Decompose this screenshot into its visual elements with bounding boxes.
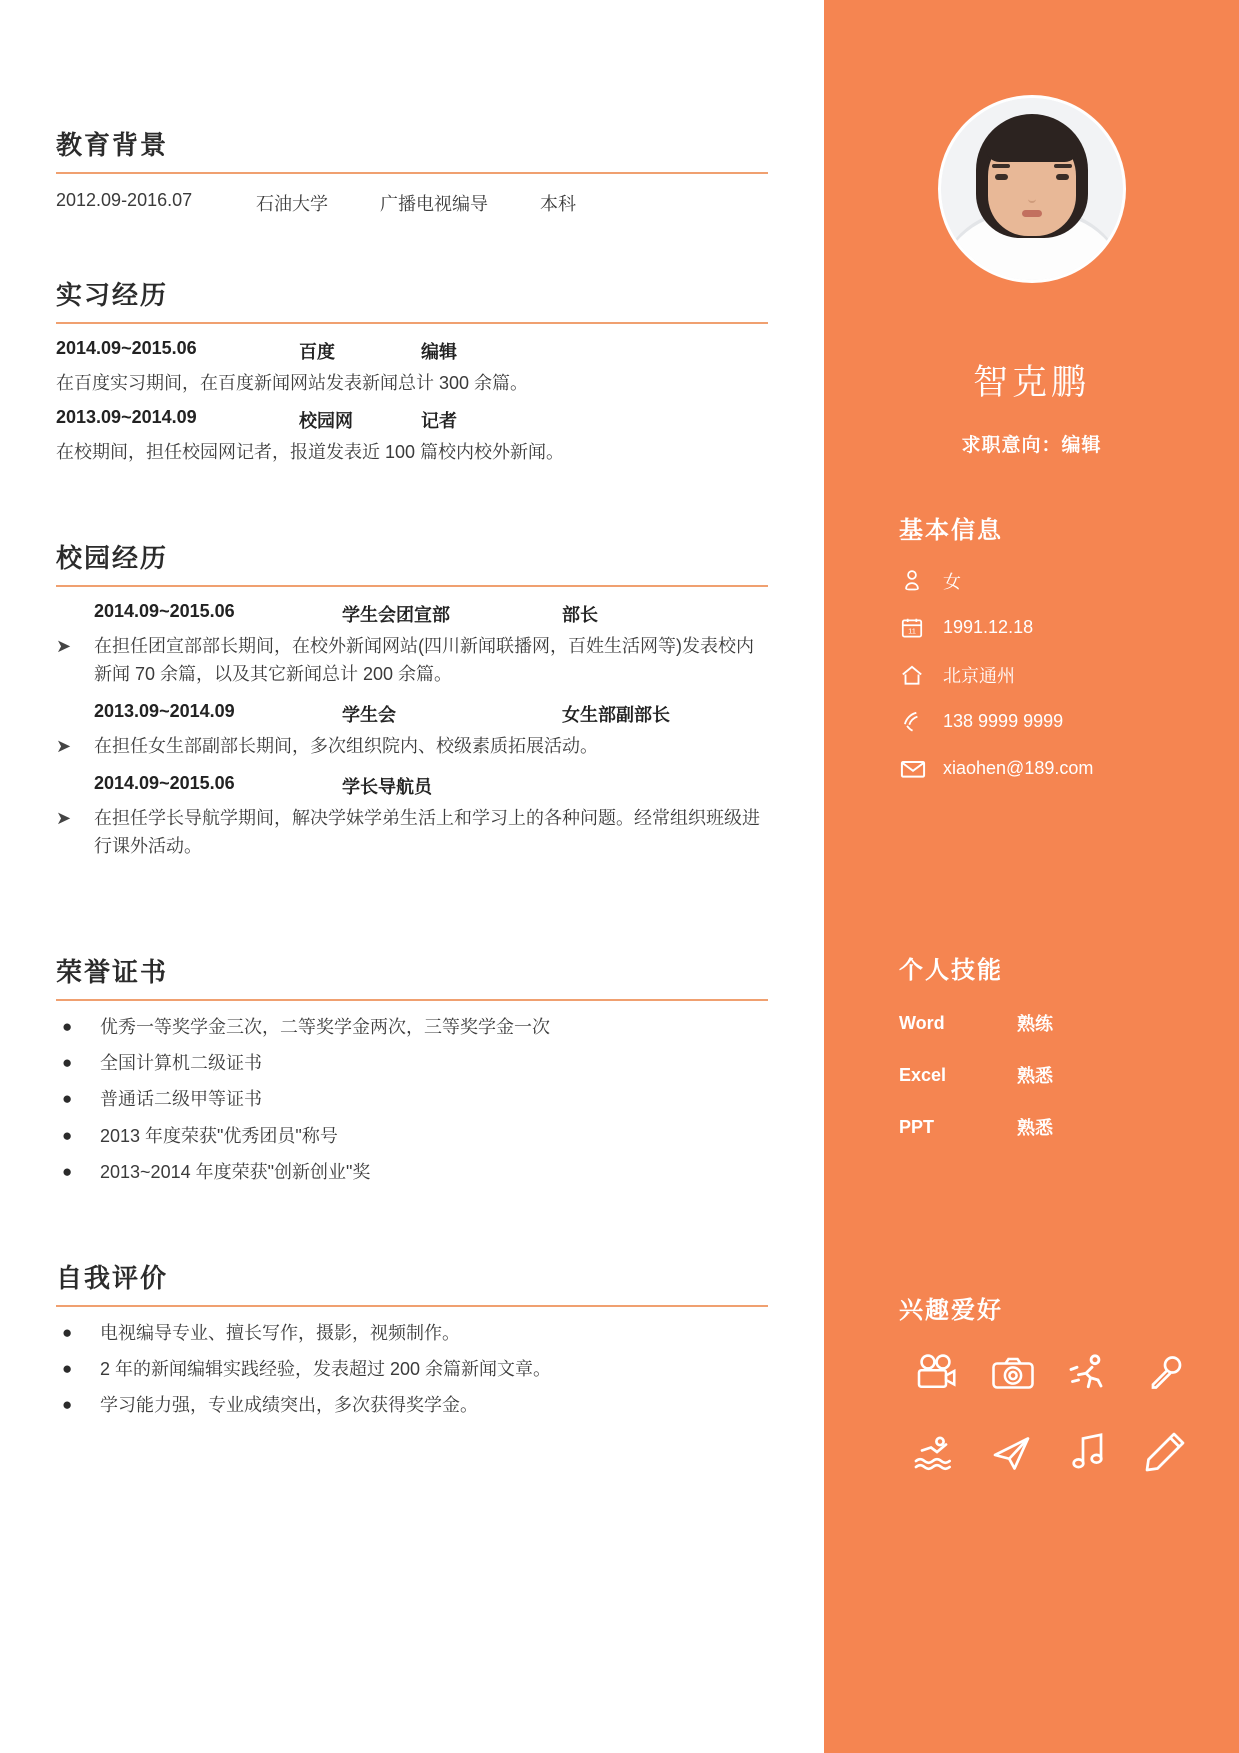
section-title-education: 教育背景 (56, 130, 169, 160)
running-icon (1065, 1350, 1113, 1403)
svg-text:11: 11 (908, 625, 916, 635)
campus-date: 2013.09~2014.09 (94, 700, 235, 721)
education-school: 石油大学 (256, 194, 328, 214)
section-title-hobbies: 兴趣爱好 (899, 1297, 1003, 1324)
campus-desc: 在担任团宣部部长期间，在校外新闻网站(四川新闻联播网，百姓生活网等)发表校内新闻 70 余篇，以及其它新闻总计 200 余篇。 (94, 636, 754, 684)
dot-bullet-icon: ● (62, 1161, 73, 1181)
section-title-internship: 实习经历 (56, 280, 169, 310)
skill-row (899, 1101, 1053, 1153)
avatar (938, 95, 1126, 283)
info-row-location (899, 651, 1093, 698)
avatar-image (941, 98, 1123, 280)
honor-text: 普通话二级甲等证书 (100, 1089, 262, 1110)
sidebar (824, 0, 1239, 1753)
campus-header (56, 601, 768, 627)
honor-text: 2013~2014 年度荣获"创新创业"奖 (100, 1161, 371, 1182)
arrow-bullet-icon: ➤ (56, 735, 72, 756)
dot-bullet-icon: ● (62, 1323, 73, 1342)
hobbies-block (899, 1290, 1203, 1493)
film-camera-icon (913, 1350, 961, 1403)
section-title-skills: 个人技能 (899, 957, 1003, 984)
info-value-birthday: 1991.12.18 (943, 617, 1034, 637)
swimming-icon (913, 1428, 961, 1481)
info-value-email: xiaohen@189.com (943, 758, 1094, 778)
education-date: 2012.09-2016.07 (56, 190, 193, 210)
dot-bullet-icon: ● (62, 1053, 73, 1073)
arrow-bullet-icon: ➤ (56, 636, 72, 656)
campus-header (56, 701, 768, 727)
info-row-gender (899, 557, 1093, 604)
campus-date: 2014.09~2015.06 (94, 601, 235, 621)
info-value-phone: 138 9999 9999 (943, 711, 1064, 731)
person-icon (899, 568, 937, 594)
skill-row (899, 997, 1053, 1049)
pencil-icon (1141, 1428, 1189, 1481)
self-eval-text: 2 年的新闻编辑实践经验，发表超过 200 余篇新闻文章。 (100, 1359, 552, 1380)
campus-item (56, 733, 768, 761)
honors-list (56, 1015, 768, 1185)
dot-bullet-icon: ● (62, 1017, 73, 1036)
internship-company: 百度 (299, 342, 335, 362)
honor-text: 2013 年度荣获"优秀团员"称号 (100, 1125, 338, 1146)
skills-block (899, 950, 1053, 1153)
skill-level: 熟悉 (1017, 1066, 1053, 1086)
campus-role: 女生部副部长 (562, 704, 670, 725)
self-eval-text: 学习能力强，专业成绩突出，多次获得奖学金。 (100, 1395, 478, 1416)
airplane-icon (989, 1428, 1037, 1481)
section-title-self-evaluation: 自我评价 (56, 1263, 169, 1293)
section-campus (56, 538, 768, 860)
internship-role: 编辑 (421, 342, 457, 362)
hobbies-grid (899, 1337, 1203, 1493)
phone-icon (899, 709, 937, 735)
basic-info-block (899, 510, 1093, 792)
internship-date: 2014.09~2015.06 (56, 338, 197, 358)
music-note-icon (1065, 1428, 1113, 1481)
campus-date: 2014.09~2015.06 (94, 772, 235, 793)
list-item (56, 1393, 768, 1418)
skill-name: Word (899, 1012, 945, 1033)
info-value-gender: 女 (943, 571, 961, 592)
section-rule (56, 322, 768, 324)
skill-level: 熟悉 (1017, 1118, 1053, 1138)
campus-desc: 在担任学长导航学期间，解决学妹学弟生活上和学习上的各种问题。经常组织班级进行课外活动。 (94, 807, 760, 856)
job-objective: 求职意向：编辑 (961, 435, 1102, 456)
dot-bullet-icon: ● (62, 1125, 73, 1145)
internship-company: 校园网 (299, 411, 353, 431)
campus-role: 部长 (562, 605, 598, 625)
skill-level: 熟练 (1017, 1014, 1053, 1034)
internship-desc: 在校期间，担任校园网记者，报道发表近 100 篇校内校外新闻。 (56, 442, 565, 462)
campus-org: 学生会 (342, 704, 396, 725)
arrow-bullet-icon: ➤ (56, 807, 72, 828)
section-internship (56, 275, 768, 468)
info-row-birthday (899, 604, 1093, 651)
info-value-location: 北京通州 (943, 665, 1015, 686)
campus-org: 学生会团宣部 (342, 605, 450, 625)
skill-row (899, 1049, 1053, 1101)
section-title-campus: 校园经历 (56, 543, 169, 573)
internship-role: 记者 (421, 411, 457, 431)
section-rule (56, 999, 768, 1001)
list-item (56, 1051, 768, 1076)
section-title-basic-info: 基本信息 (899, 517, 1003, 544)
self-evaluation-list (56, 1321, 768, 1419)
section-education (56, 125, 768, 216)
calendar-icon (899, 615, 937, 641)
photo-camera-icon (989, 1350, 1037, 1403)
info-row-phone (899, 698, 1093, 745)
list-item (56, 1160, 768, 1185)
campus-org: 学长导航员 (342, 776, 432, 797)
mail-icon (899, 755, 937, 783)
candidate-name: 智克鹏 (972, 363, 1090, 402)
section-rule (56, 172, 768, 174)
honor-text: 优秀一等奖学金三次，二等奖学金两次，三等奖学金一次 (100, 1017, 550, 1037)
section-rule (56, 1305, 768, 1307)
section-title-honors: 荣誉证书 (56, 957, 169, 987)
campus-header (56, 773, 768, 799)
self-eval-text: 电视编导专业、擅长写作，摄影，视频制作。 (100, 1323, 460, 1343)
education-degree: 本科 (540, 194, 576, 214)
section-honors (56, 952, 768, 1196)
list-item (56, 1321, 768, 1346)
internship-header (56, 407, 768, 433)
section-rule (56, 585, 768, 587)
list-item (56, 1087, 768, 1112)
internship-date: 2013.09~2014.09 (56, 407, 197, 427)
dot-bullet-icon: ● (62, 1359, 73, 1379)
internship-header (56, 338, 768, 364)
skill-name: Excel (899, 1064, 947, 1085)
list-item (56, 1357, 768, 1382)
campus-desc: 在担任女生部副部长期间，多次组织院内、校级素质拓展活动。 (94, 735, 598, 756)
campus-item (56, 633, 768, 689)
info-row-email (899, 745, 1093, 792)
section-self-evaluation (56, 1258, 768, 1430)
honor-text: 全国计算机二级证书 (100, 1053, 262, 1074)
dot-bullet-icon: ● (62, 1395, 73, 1415)
education-row (56, 190, 768, 216)
list-item (56, 1124, 768, 1149)
education-major: 广播电视编导 (380, 194, 488, 214)
dot-bullet-icon: ● (62, 1089, 73, 1109)
internship-desc: 在百度实习期间，在百度新闻网站发表新闻总计 300 余篇。 (56, 373, 529, 393)
campus-item (56, 805, 768, 861)
microphone-icon (1141, 1350, 1189, 1403)
list-item (56, 1015, 768, 1040)
home-icon (899, 662, 937, 688)
skill-name: PPT (899, 1116, 935, 1137)
